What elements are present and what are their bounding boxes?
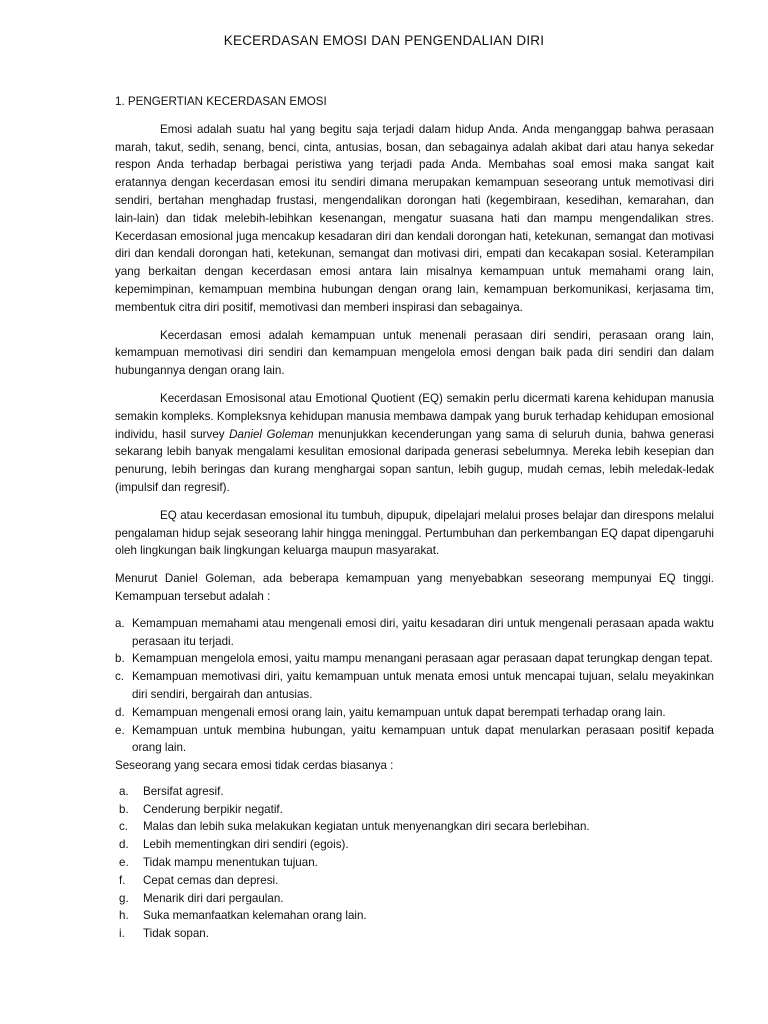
list-item-text: Kemampuan untuk membina hubungan, yaitu kemampuan untuk dapat menularkan perasaan positif kepada orang lain.	[132, 723, 714, 755]
list-item	[115, 925, 714, 943]
list-item-text: Kemampuan memotivasi diri, yaitu kemampuan untuk menata emosi untuk mencapai tujuan, selalu meyakinkan diri sendiri, bergairah dan antusias.	[132, 670, 714, 701]
list-item-text: Lebih mementingkan diri sendiri (egois).	[143, 838, 349, 852]
list-item	[115, 872, 714, 890]
list-marker: f.	[119, 873, 126, 887]
list-marker: a.	[115, 616, 125, 630]
paragraph-emotional-intelligence-definition: Kecerdasan emosi adalah kemampuan untuk menenali perasaan diri sendiri, perasaan orang lain, kemampuan memotivasi diri sendiri dan kemampuan mengelola emosi dengan baik pada diri sendiri dan dalam hubungannya dengan orang lain.	[115, 328, 714, 378]
list-item	[115, 907, 714, 925]
list-item	[115, 890, 714, 908]
abilities-list	[115, 615, 714, 757]
list-marker: e.	[119, 856, 129, 870]
list-item	[115, 854, 714, 872]
list-marker: h.	[119, 909, 129, 923]
traits-intro: Seseorang yang secara emosi tidak cerdas biasanya :	[115, 759, 394, 773]
list-marker: e.	[115, 723, 125, 737]
list-item-text: Tidak sopan.	[143, 927, 209, 941]
list-marker: i.	[119, 927, 125, 941]
list-item	[115, 722, 714, 758]
list-marker: d.	[115, 705, 125, 719]
list-marker: d.	[119, 838, 129, 852]
list-marker: a.	[119, 784, 129, 798]
list-marker: c.	[119, 820, 129, 834]
author-name-italic: Daniel Goleman	[229, 427, 314, 441]
list-marker: c.	[115, 670, 125, 684]
paragraph-eq-importance	[115, 390, 714, 497]
section-heading: 1. PENGERTIAN KECERDASAN EMOSI	[115, 95, 327, 108]
list-marker: b.	[119, 802, 129, 816]
paragraph-eq-importance-part-2: menunjukkan kecenderungan yang sama di seluruh dunia, bahwa generasi sekarang lebih banyak mengalami kesulitan emosional daripada generasi sebelumnya. Mereka lebih kesepian dan penurung, lebih beringas dan kurang menghargai sopan santun, lebih gugup, mudah cemas, lebih meledak-ledak (impulsif dan regresif).	[115, 427, 714, 494]
list-item	[115, 836, 714, 854]
list-item	[115, 650, 714, 668]
list-item-text: Bersifat agresif.	[143, 784, 224, 798]
traits-list	[115, 783, 714, 943]
paragraph-goleman-intro: Menurut Daniel Goleman, ada beberapa kemampuan yang menyebabkan seseorang mempunyai EQ tinggi. Kemampuan tersebut adalah :	[115, 572, 714, 603]
list-item	[115, 615, 714, 651]
list-item-text: Tidak mampu menentukan tujuan.	[143, 856, 318, 870]
list-item-text: Kemampuan mengelola emosi, yaitu mampu menangani perasaan agar perasaan dapat terungkap dengan tepat.	[132, 652, 713, 666]
document-body	[115, 93, 714, 943]
list-item-text: Cenderung berpikir negatif.	[143, 802, 283, 816]
list-item	[115, 801, 714, 819]
list-item-text: Cepat cemas dan depresi.	[143, 873, 279, 887]
document-title: KECERDASAN EMOSI DAN PENGENDALIAN DIRI	[223, 33, 545, 48]
paragraph-eq-growth: EQ atau kecerdasan emosional itu tumbuh, dipupuk, dipelajari melalui proses belajar dan direspons melalui pengalaman hidup sejak seseorang lahir hingga meninggal. Pertumbuhan dan perkembangan EQ dapat dipengaruhi oleh lingkungan baik lingkungan keluarga maupun masyarakat.	[115, 508, 714, 558]
list-marker: g.	[119, 891, 129, 905]
list-item	[115, 704, 714, 722]
list-item	[115, 668, 714, 704]
list-item	[115, 783, 714, 801]
list-item-text: Kemampuan mengenali emosi orang lain, yaitu kemampuan untuk dapat berempati terhadap orang lain.	[132, 705, 666, 719]
list-item	[115, 818, 714, 836]
list-marker: b.	[115, 652, 125, 666]
list-item-text: Suka memanfaatkan kelemahan orang lain.	[143, 909, 367, 923]
list-item-text: Kemampuan memahami atau mengenali emosi diri, yaitu kesadaran diri untuk mengenali perasaan apada waktu perasaan itu terjadi.	[132, 616, 714, 648]
list-item-text: Malas dan lebih suka melakukan kegiatan untuk menyenangkan diri secara berlebihan.	[143, 820, 590, 834]
paragraph-eq-importance-part-1: Kecerdasan Emosisonal atau Emotional Quotient (EQ) semakin perlu dicermati karena kehidupan manusia semakin kompleks. Kompleksnya kehidupan manusia membawa dampak yang buruk terhadap kehidupan emosional individu, hasil survey	[115, 391, 714, 441]
paragraph-emotion-definition: Emosi adalah suatu hal yang begitu saja terjadi dalam hidup Anda. Anda menganggap bahwa perasaan marah, takut, sedih, senang, benci, cinta, antusias, bosan, dan sebagainya adalah akibat dari atau hanya sekedar respon Anda terhadap berbagai peristiwa yang terjadi pada Anda. Membahas soal emosi maka sangat kait eratannya dengan kecerdasan emosi itu sendiri dimana merupakan kemampuan seseorang untuk memotivasi diri sendiri, bertahan menghadap frustasi, mengendalikan dorongan hati (kegembiraan, kesedihan, kemarahan, dan lain-lain) dan tidak melebih-lebihkan kesenangan, mengatur suasana hati dan mampu mengendalikan stres. Kecerdasan emosional juga mencakup kesadaran diri dan kendali dorongan hati, ketekunan, semangat dan motivasi diri dan kendali dorongan hati, ketekunan, semangat dan motivasi diri, empati dan kecakapan sosial. Keterampilan yang berkaitan dengan kecerdasan emosi antara lain misalnya kemampuan untuk memahami orang lain, kepemimpinan, kemampuan membina hubungan dengan orang lain, kemampuan berkomunikasi, kerjasama tim, membentuk citra diri positif, memotivasi dan memberi inspirasi dan sebagainya.	[115, 122, 714, 314]
list-item-text: Menarik diri dari pergaulan.	[143, 891, 284, 905]
